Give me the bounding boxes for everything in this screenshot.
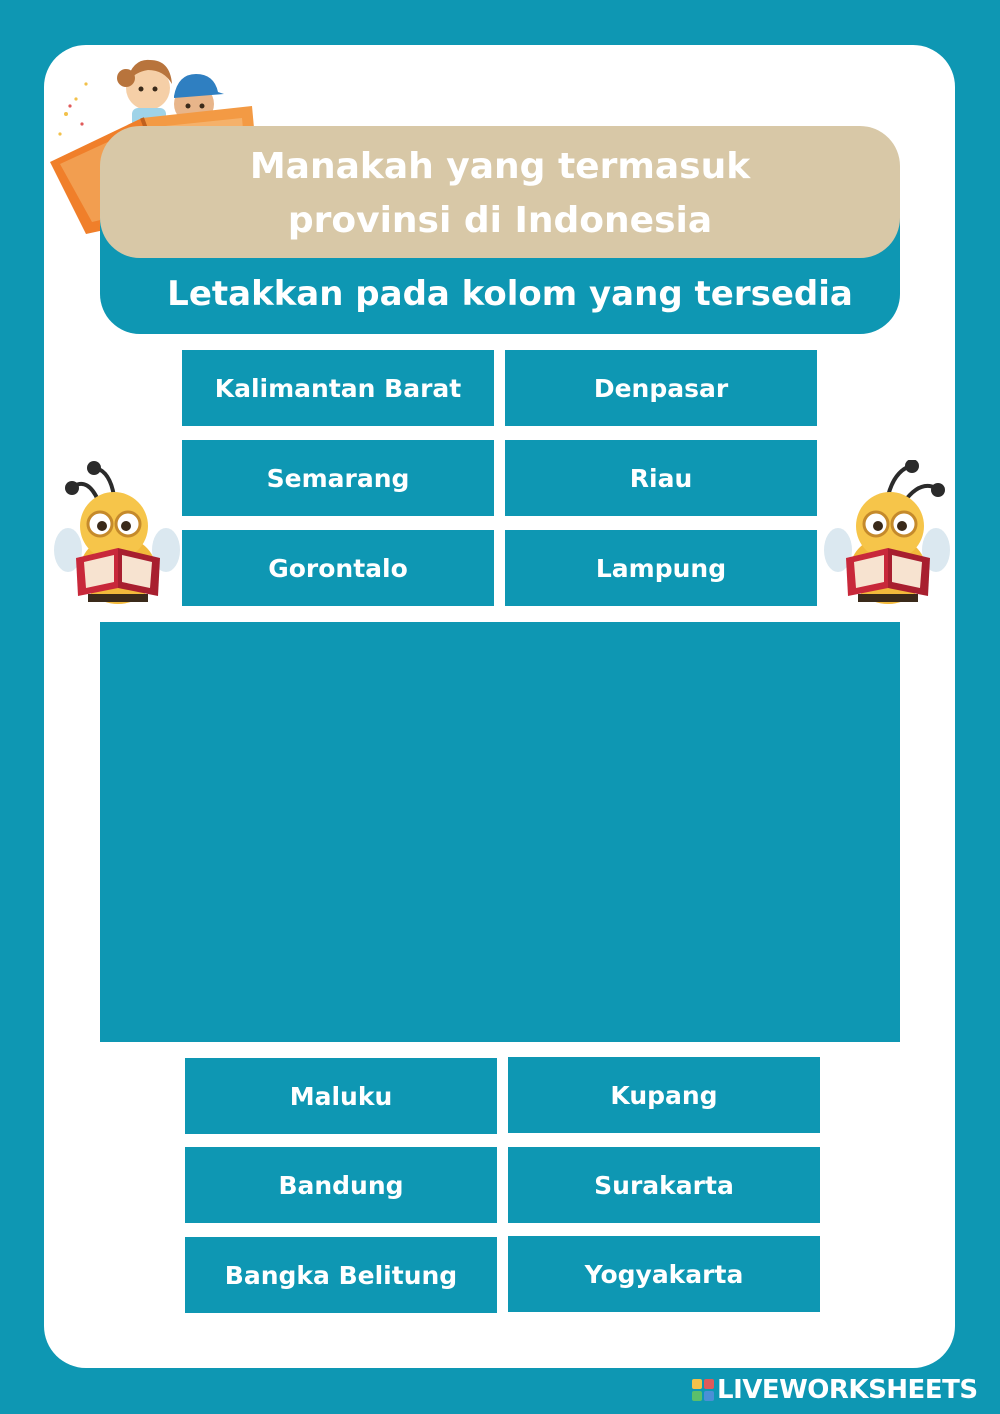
bee-reading-icon [824, 460, 952, 610]
answer-tile-gorontalo[interactable]: Gorontalo [182, 530, 494, 606]
brand-name: LIVEWORKSHEETS [717, 1375, 978, 1405]
bee-reading-icon [54, 460, 182, 610]
answer-tile-lampung[interactable]: Lampung [505, 530, 817, 606]
liveworksheets-brand[interactable] [692, 1374, 978, 1406]
liveworksheets-logo-icon [692, 1379, 714, 1401]
answer-tile-maluku[interactable]: Maluku [185, 1058, 497, 1134]
question-line-2: provinsi di Indonesia [287, 200, 713, 241]
answer-tile-kupang[interactable]: Kupang [508, 1057, 820, 1133]
answer-tile-yogyakarta[interactable]: Yogyakarta [508, 1236, 820, 1312]
question-line-1: Manakah yang termasuk [249, 146, 751, 187]
answer-tile-bandung[interactable]: Bandung [185, 1147, 497, 1223]
answer-drop-zone[interactable] [100, 622, 900, 1042]
answer-tile-surakarta[interactable]: Surakarta [508, 1147, 820, 1223]
answer-tile-riau[interactable]: Riau [505, 440, 817, 516]
answer-tile-bangka-belitung[interactable]: Bangka Belitung [185, 1237, 497, 1313]
answer-tile-denpasar[interactable]: Denpasar [505, 350, 817, 426]
answer-tile-kalimantan-barat[interactable]: Kalimantan Barat [182, 350, 494, 426]
instruction-text: Letakkan pada kolom yang tersedia [167, 274, 853, 314]
answer-tile-semarang[interactable]: Semarang [182, 440, 494, 516]
question-title [200, 140, 800, 248]
